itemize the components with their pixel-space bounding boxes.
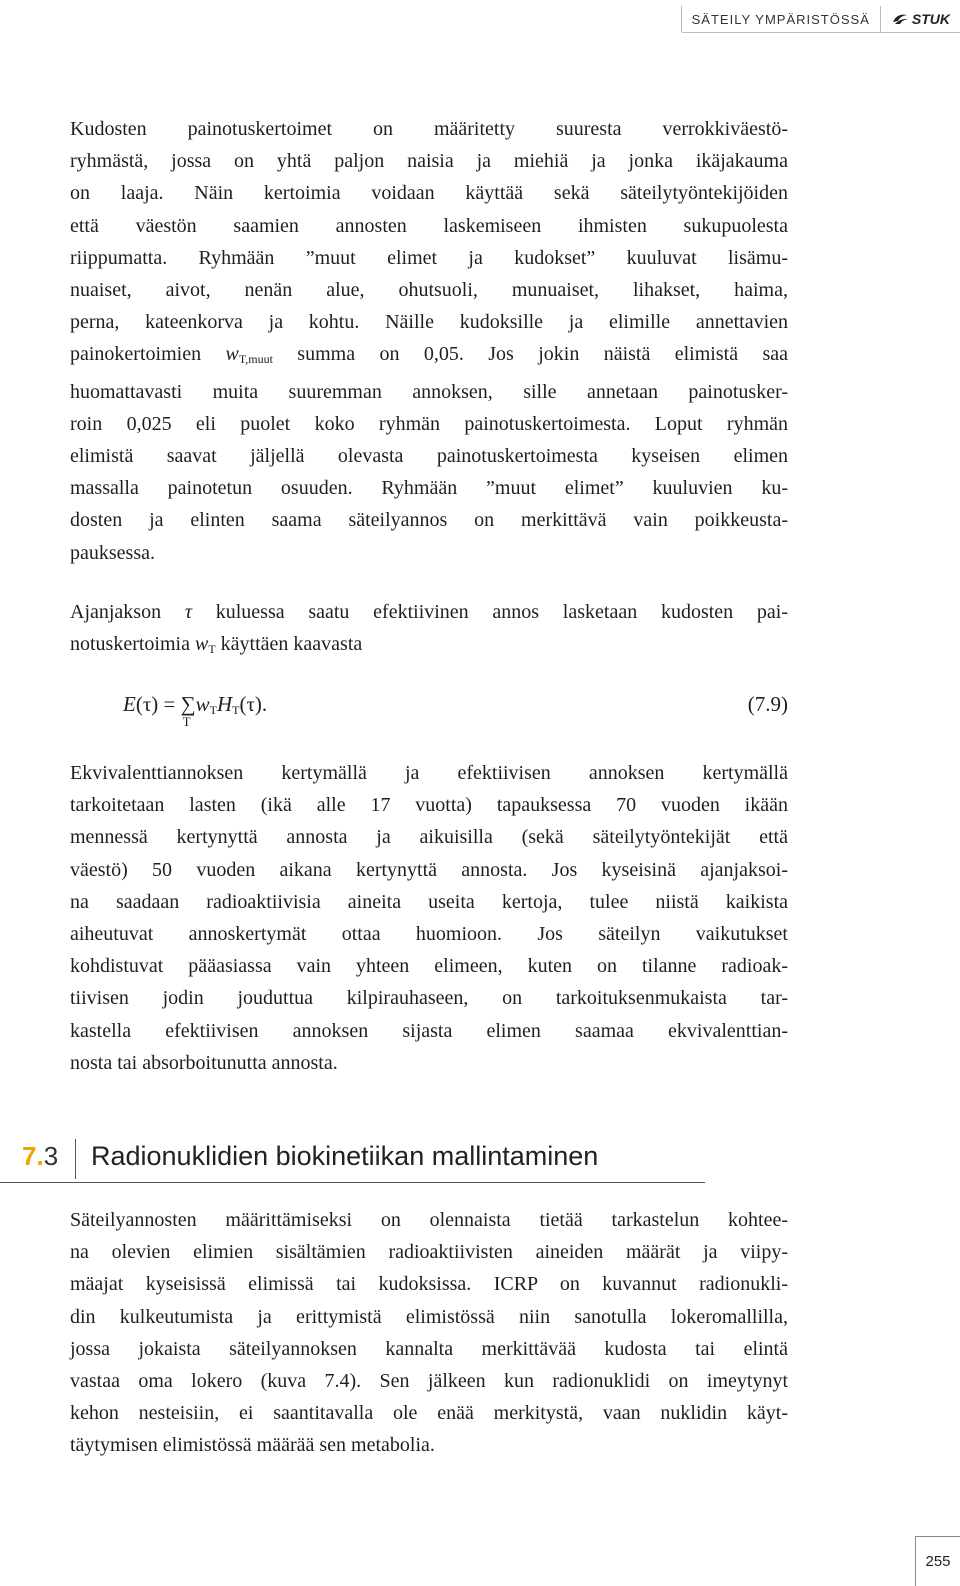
sum-index: T <box>182 714 191 729</box>
section-number-minor: 3 <box>43 1141 59 1171</box>
text-line: jossa jokaista säteilyannoksen kannalta merkittävää kudosta tai elintä <box>70 1337 788 1360</box>
section-heading <box>0 1139 705 1181</box>
text-fragment: notuskertoimia <box>70 633 195 656</box>
text-line: na saadaan radioaktiivisia aineita useita kertoja, tulee niistä kaikista <box>70 890 788 913</box>
weight-symbol: w <box>225 343 239 366</box>
text-line: aiheutuvat annoskertymät ottaa huomioon. Jos säteilyn vaikutukset <box>70 923 788 946</box>
eq-w: w <box>195 692 210 716</box>
text-line: kastella efektiivisen annoksen sijasta elimen saamaa ekvivalenttian- <box>70 1019 788 1042</box>
eq-sum <box>180 692 196 729</box>
eq-h-arg: (τ). <box>239 692 268 716</box>
text-line: tarkoitetaan lasten (ikä alle 17 vuotta) tapauksessa 70 vuoden ikään <box>70 794 788 817</box>
weight-subscript: T,muut <box>238 352 273 367</box>
tau-symbol: τ <box>184 601 192 623</box>
text-fragment: summa on 0,05. Jos jokin näistä elimistä saa <box>272 343 788 366</box>
text-fragment: käyttäen kaavasta <box>215 633 363 656</box>
text-line: massalla painotetun osuuden. Ryhmään ”muut elimet” kuuluvien ku- <box>70 477 788 500</box>
eq-h-sub: T <box>232 703 240 717</box>
text-fragment: kuluessa saatu efektiivinen annos lasketaan kudosten pai- <box>192 601 788 623</box>
text-line: dosten ja elinten saama säteilyannos on merkittävä vain poikkeusta- <box>70 509 788 532</box>
text-line: Säteilyannosten määrittämiseksi on olennaista tietää tarkastelun kohtee- <box>70 1209 788 1231</box>
text-fragment: painokertoimien <box>70 343 226 366</box>
section-divider <box>75 1139 76 1179</box>
text-line: nuaiset, aivot, nenän alue, ohutsuoli, munuaiset, lihakset, haima, <box>70 279 788 302</box>
text-line: kohdistuvat pääasiassa vain yhteen elimeen, kuten on tilanne radioak- <box>70 955 788 978</box>
text-fragment: Ajanjakson <box>70 601 185 623</box>
section-rule <box>0 1182 705 1183</box>
text-line: Kudosten painotuskertoimet on määritetty suuresta verrokkiväestö- <box>70 118 788 140</box>
text-line <box>70 596 788 628</box>
text-line: on laaja. Näin kertoimia voidaan käyttää sekä säteilytyöntekijöiden <box>70 182 788 205</box>
page-number: 255 <box>915 1536 960 1586</box>
equation-expression <box>123 692 268 729</box>
text-line: kehon nesteisiin, ei saantitavalla ole enää merkitystä, vaan nuklidin käyt- <box>70 1402 788 1425</box>
eq-lhs: E <box>123 692 136 716</box>
running-title: SÄTEILY YMPÄRISTÖSSÄ <box>681 6 880 32</box>
text-line: pauksessa. <box>70 541 155 564</box>
eq-h: H <box>216 692 233 716</box>
text-line: nosta tai absorboitunutta annosta. <box>70 1051 338 1074</box>
text-line: elimistä saavat jäljellä olevasta painotuskertoimesta kyseisen elimen <box>70 445 788 468</box>
section-number <box>22 1141 58 1172</box>
text-line: perna, kateenkorva ja kohtu. Näille kudoksille ja elimille annettavien <box>70 311 788 334</box>
page-header <box>681 6 960 32</box>
text-line: roin 0,025 eli puolet koko ryhmän painotuskertoimesta. Loput ryhmän <box>70 412 788 435</box>
text-line: huomattavasti muita suuremman annoksen, sille annetaan painotusker- <box>70 380 788 403</box>
text-line: riippumatta. Ryhmään ”muut elimet ja kudokset” kuuluvat lisämu- <box>70 246 788 269</box>
paragraph-dose-commitment <box>70 757 788 1079</box>
text-line: na olevien elimien sisältämien radioaktiivisten aineiden määrät ja viipy- <box>70 1241 788 1264</box>
weight-symbol: w <box>194 633 209 656</box>
text-line: että väestön saamien annosten laskemiseen ihmisten sukupuolesta <box>70 214 788 237</box>
paragraph-tissue-weighting <box>70 113 788 569</box>
brand <box>880 6 960 32</box>
equation-7-9 <box>123 692 788 732</box>
text-line <box>70 628 788 665</box>
text-line: din kulkeutumista ja erittymistä elimistössä niin sanotulla lokeromallilla, <box>70 1305 788 1328</box>
paragraph-biokinetics <box>70 1204 788 1462</box>
text-line: mennessä kertynyttä annosta ja aikuisilla (sekä säteilytyöntekijät että <box>70 826 788 849</box>
paragraph-effective-dose <box>70 596 788 665</box>
section-title: Radionuklidien biokinetiikan mallintaminen <box>91 1141 599 1171</box>
brand-name: STUK <box>911 11 950 27</box>
text-line: mäajat kyseisissä elimissä tai kudoksissa. ICRP on kuvannut radionukli- <box>70 1273 788 1296</box>
eq-lhs-arg: (τ) = <box>135 692 181 716</box>
section-number-major: 7. <box>22 1141 44 1171</box>
eq-w-sub: T <box>209 703 217 717</box>
text-line: vastaa oma lokero (kuva 7.4). Sen jälkeen kun radionuklidi on imeytynyt <box>70 1370 788 1393</box>
text-line <box>70 338 788 375</box>
text-line: Ekvivalenttiannoksen kertymällä ja efektiivisen annoksen kertymällä <box>70 762 788 784</box>
sum-symbol: ∑ <box>180 692 196 716</box>
weight-subscript: T <box>208 642 216 657</box>
text-line: väestö) 50 vuoden aikana kertynyttä annosta. Jos kyseisinä ajanjaksoi- <box>70 858 788 881</box>
text-line: ryhmästä, jossa on yhtä paljon naisia ja miehiä ja jonka ikäjakauma <box>70 150 788 173</box>
stuk-logo-icon <box>891 12 909 26</box>
text-line: tiivisen jodin jouduttua kilpirauhaseen, on tarkoituksenmukaista tar- <box>70 987 788 1010</box>
text-line: täytymisen elimistössä määrää sen metabolia. <box>70 1434 435 1457</box>
header-rule <box>682 32 960 33</box>
equation-number: (7.9) <box>747 692 788 716</box>
